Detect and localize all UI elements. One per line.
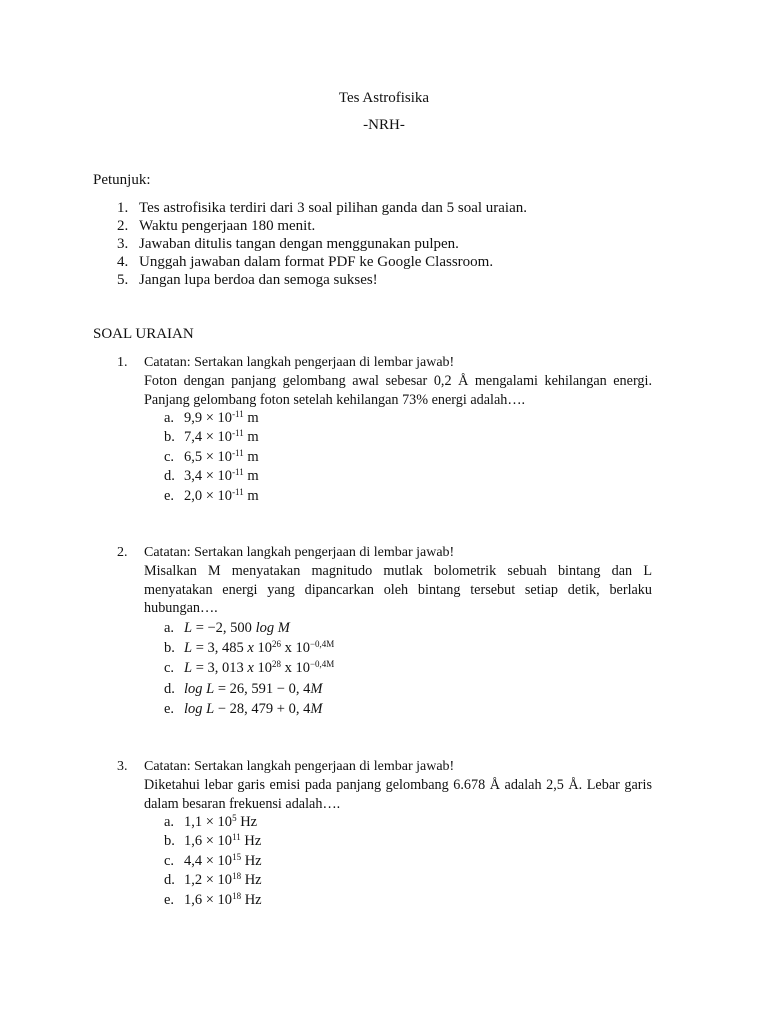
formula-tail: x 10 <box>280 639 310 656</box>
option-letter: e. <box>164 487 175 504</box>
instruction-text: Jangan lupa berdoa dan semoga sukses! <box>139 272 378 288</box>
instruction-number: 4. <box>117 254 129 270</box>
options-list <box>164 618 652 720</box>
question-1 <box>117 354 652 506</box>
question-3 <box>117 758 652 910</box>
instruction-number: 2. <box>117 218 129 234</box>
option-letter: b. <box>164 639 175 656</box>
option-item <box>164 409 652 428</box>
formula-mid: = −2, 500 <box>192 619 256 636</box>
question-2 <box>117 544 652 719</box>
option-mantissa: 1,6 × 10 <box>184 891 233 908</box>
option-unit: Hz <box>236 814 258 830</box>
option-item <box>164 813 652 832</box>
option-letter: a. <box>164 814 175 830</box>
formula-mid: − 28, 479 + 0, 4 <box>214 701 311 718</box>
formula-var: M <box>310 680 323 697</box>
option-item <box>164 487 652 506</box>
formula-tail: x 10 <box>280 660 310 677</box>
instruction-item <box>117 253 527 271</box>
formula-lhs: log L <box>184 701 215 718</box>
option-unit: Hz <box>241 852 262 869</box>
formula-lhs: L <box>184 619 193 636</box>
instruction-number: 3. <box>117 236 129 252</box>
instruction-item <box>117 235 527 253</box>
formula-exponent: −0,4M <box>309 638 335 649</box>
option-mantissa: 1,2 × 10 <box>184 872 233 889</box>
question-note-text: Catatan: Sertakan langkah pengerjaan di lembar jawab! <box>144 355 455 370</box>
option-item <box>164 618 652 638</box>
option-unit: m <box>243 429 259 446</box>
option-letter: a. <box>164 410 175 426</box>
option-letter: c. <box>164 852 175 869</box>
option-letter: b. <box>164 833 175 850</box>
question-text: Misalkan M menyatakan magnitudo mutlak bolometrik sebuah bintang dan L menyatakan energi yang dipancarkan oleh bintang tersebut setiap detik, berlaku hubungan…. <box>144 563 652 616</box>
instruction-text: Waktu pengerjaan 180 menit. <box>139 218 316 234</box>
instruction-text: Jawaban ditulis tangan dengan menggunakan pulpen. <box>139 236 459 252</box>
instruction-number: 5. <box>117 272 129 288</box>
question-note-text: Catatan: Sertakan langkah pengerjaan di lembar jawab! <box>144 545 455 560</box>
option-unit: m <box>243 487 259 504</box>
question-note <box>117 544 652 562</box>
section-heading: SOAL URAIAN <box>93 326 194 342</box>
formula-var: log M <box>255 619 290 636</box>
formula-base: 10 <box>253 639 272 656</box>
formula-lhs: L <box>184 660 193 677</box>
option-letter: b. <box>164 429 175 446</box>
option-letter: d. <box>164 468 175 485</box>
option-item <box>164 852 652 871</box>
instruction-item <box>117 199 527 217</box>
option-item <box>164 638 652 658</box>
instructions-list <box>117 199 527 289</box>
option-item <box>164 832 652 851</box>
option-letter: e. <box>164 891 175 908</box>
instruction-text: Tes astrofisika terdiri dari 3 soal pilihan ganda dan 5 soal uraian. <box>139 200 528 216</box>
option-mantissa: 6,5 × 10 <box>184 448 233 465</box>
option-item <box>164 891 652 910</box>
instruction-item <box>117 217 527 235</box>
instruction-item <box>117 271 527 289</box>
option-item <box>164 448 652 467</box>
question-note-text: Catatan: Sertakan langkah pengerjaan di lembar jawab! <box>144 759 455 774</box>
option-mantissa: 1,6 × 10 <box>184 833 233 850</box>
option-mantissa: 3,4 × 10 <box>184 468 233 485</box>
option-item <box>164 679 652 699</box>
option-letter: e. <box>164 701 175 718</box>
option-exponent: -11 <box>232 467 244 478</box>
option-mantissa: 2,0 × 10 <box>184 487 233 504</box>
option-exponent: 18 <box>232 890 242 901</box>
formula-var: x <box>247 660 254 677</box>
question-note <box>117 354 652 372</box>
option-item <box>164 871 652 890</box>
option-letter: a. <box>164 619 175 636</box>
option-item <box>164 658 652 678</box>
formula-var: x <box>247 639 254 656</box>
formula-mid: = 3, 485 <box>192 639 248 656</box>
question-text: Foton dengan panjang gelombang awal sebesar 0,2 Å mengalami kehilangan energi. Panjang gelombang foton setelah kehilangan 73% energi adalah…. <box>144 373 652 408</box>
option-unit: Hz <box>241 891 262 908</box>
option-exponent: 11 <box>232 832 241 843</box>
question-number: 2. <box>117 545 128 560</box>
option-mantissa: 4,4 × 10 <box>184 852 233 869</box>
option-exponent: -11 <box>232 447 244 458</box>
option-exponent: 18 <box>232 871 242 882</box>
formula-base: 10 <box>253 660 272 677</box>
formula-mid: = 26, 591 − 0, 4 <box>214 680 311 697</box>
option-mantissa: 7,4 × 10 <box>184 429 233 446</box>
option-mantissa: 9,9 × 10 <box>184 410 233 426</box>
formula-lhs: L <box>184 639 193 656</box>
document-title: Tes Astrofisika <box>338 90 430 106</box>
option-item <box>164 467 652 486</box>
options-list <box>164 409 652 506</box>
option-unit: m <box>243 468 259 485</box>
instruction-text: Unggah jawaban dalam format PDF ke Google Classroom. <box>139 254 494 270</box>
option-exponent: -11 <box>232 409 244 419</box>
formula-var: M <box>310 701 323 718</box>
formula-mid: = 3, 013 <box>192 660 248 677</box>
document-subtitle: -NRH- <box>363 117 405 133</box>
formula-exponent: 26 <box>271 638 281 649</box>
question-number: 3. <box>117 759 128 774</box>
options-list <box>164 813 652 910</box>
option-mantissa: 1,1 × 10 <box>184 814 233 830</box>
option-exponent: 15 <box>232 851 242 862</box>
option-exponent: -11 <box>232 428 244 439</box>
option-exponent: -11 <box>232 486 244 497</box>
option-item <box>164 428 652 447</box>
option-unit: Hz <box>240 833 262 850</box>
formula-exponent: −0,4M <box>309 659 335 670</box>
instructions-heading: Petunjuk: <box>93 172 151 188</box>
option-letter: d. <box>164 680 175 697</box>
option-letter: c. <box>164 448 175 465</box>
option-item <box>164 699 652 719</box>
question-note <box>117 758 652 776</box>
option-unit: m <box>243 448 259 465</box>
option-unit: m <box>243 410 259 426</box>
option-letter: d. <box>164 872 175 889</box>
option-letter: c. <box>164 660 175 677</box>
formula-lhs: log L <box>184 680 215 697</box>
formula-exponent: 28 <box>271 659 281 670</box>
option-unit: Hz <box>241 872 262 889</box>
question-text: Diketahui lebar garis emisi pada panjang gelombang 6.678 Å adalah 2,5 Å. Lebar garis dalam besaran frekuensi adalah…. <box>144 777 652 812</box>
instruction-number: 1. <box>117 200 129 216</box>
question-number: 1. <box>117 355 128 370</box>
option-exponent: 5 <box>232 813 237 823</box>
